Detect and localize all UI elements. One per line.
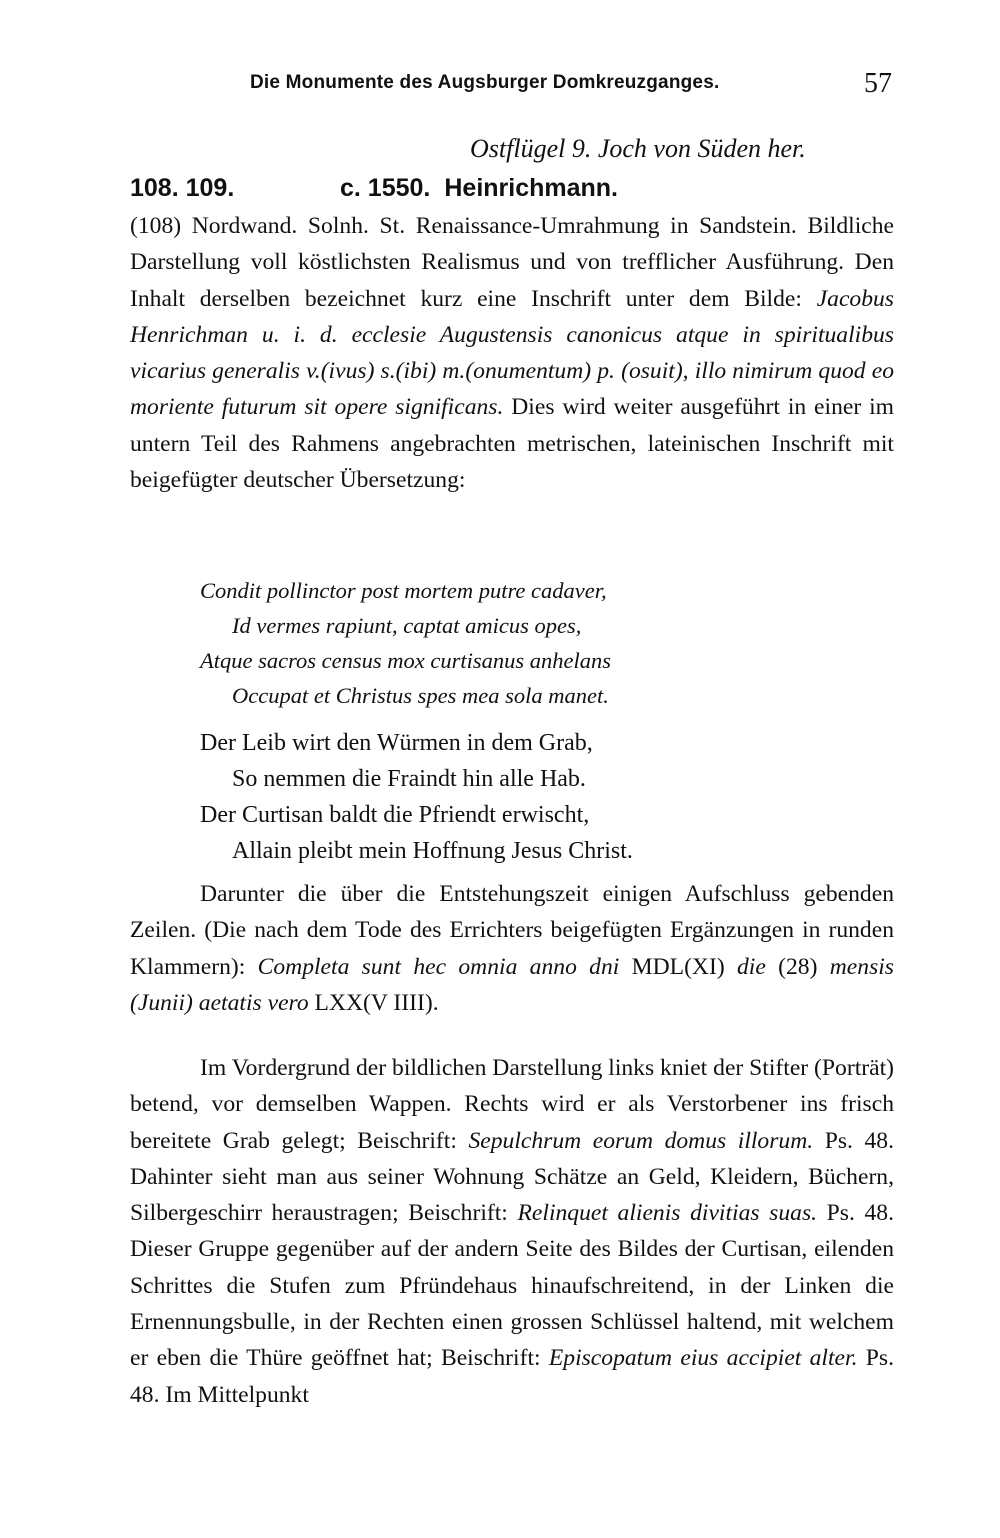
entry-heading	[130, 174, 900, 203]
p2-latin-d: die	[737, 953, 766, 980]
verse-line: Occupat et Christus spes mea sola manet.	[232, 683, 609, 708]
p2-text-c: MDL(XI)	[619, 953, 737, 980]
page-number: 57	[864, 68, 892, 99]
entry-date: c. 1550.	[340, 174, 431, 202]
p3-latin-f: Episcopatum eius accipiet alter.	[548, 1345, 858, 1372]
paragraph-scene	[130, 1050, 894, 1413]
entry-numbers: 108. 109.	[130, 174, 235, 202]
verse-line: Der Leib wirt den Würmen in dem Grab,	[200, 730, 593, 756]
verse-line: Id vermes rapiunt, captat amicus opes,	[232, 613, 582, 638]
verse-line: So nemmen die Fraindt hin alle Hab.	[232, 766, 586, 792]
paragraph-description	[130, 208, 894, 498]
verse-line: Condit pollinctor post mortem putre cadaver,	[200, 578, 607, 603]
p3-latin-b: Sepulchrum eorum domus illorum.	[468, 1127, 814, 1154]
p2-text-e: (28)	[765, 953, 830, 980]
p2-text-a: Darunter die über die Entstehungszeit einigen Aufschluss gebenden Zeilen. (Die nach dem Tode des Errichters beigefügten Ergänzungen in runden Klammern):	[130, 881, 894, 980]
p2-text-g: LXX(V IIII).	[308, 989, 439, 1016]
page-header	[130, 68, 900, 104]
location-heading: Ostflügel 9. Joch von Süden her.	[470, 134, 806, 163]
running-title: Die Monumente des Augsburger Domkreuzganges.	[250, 72, 720, 93]
verse-line: Allain pleibt mein Hoffnung Jesus Christ.	[232, 838, 633, 864]
entry-name: Heinrichmann.	[444, 174, 619, 202]
p3-text-a: Im Vordergrund der bildlichen Darstellung links kniet der Stifter (Porträt) betend, vor demselben Wappen. Rechts wird er als Verstorbener ins frisch bereitete Grab gelegt; Beischrift:	[130, 1055, 894, 1154]
verse-line: Atque sacros census mox curtisanus anhelans	[200, 648, 611, 673]
p1-inscription: Jacobus Henrichman u. i. d. ecclesie Augustensis canonicus atque in spiritualibus vicarius generalis v.(ivus) s.(ibi) m.(onumentum) p. (osuit), illo nimirum quod eo moriente futurum sit opere significans.	[130, 285, 894, 421]
p1-text-c: Dies wird weiter ausgeführt in einer im untern Teil des Rahmens angebrachten metrischen, lateinischen Inschrift mit beigefügter deutscher Übersetzung:	[130, 394, 894, 494]
p3-text-c: Ps. 48. Dahinter sieht man aus seiner Wohnung Schätze an Geld, Kleidern, Büchern, Silbergeschirr heraustragen; Beischrift:	[130, 1127, 894, 1227]
p3-text-e: Ps. 48. Dieser Gruppe gegenüber auf der andern Seite des Bildes der Curtisan, eilenden Schrittes die Stufen zum Pfründehaus hinaufschreitend, in der Linken die Ernennungsbulle, in der Rechten einen grossen Schlüssel haltend, mit welchem er eben die Thüre geöffnet hat; Beischrift:	[130, 1200, 895, 1372]
p3-latin-d: Relinquet alienis divitias suas.	[517, 1200, 818, 1227]
latin-verse	[200, 573, 840, 713]
verse-line: Der Curtisan baldt die Pfriendt erwischt,	[200, 802, 590, 828]
p2-latin-b: Completa sunt hec omnia anno dni	[257, 953, 620, 980]
p2-latin-f: mensis (Junii) aetatis vero	[130, 953, 894, 1016]
p3-text-g: Ps. 48. Im Mittelpunkt	[130, 1345, 894, 1408]
p1-text-a: (108) Nordwand. Solnh. St. Renaissance-Umrahmung in Sandstein. Bildliche Darstellung voll köstlichsten Realismus und von trefflicher Ausführung. Den Inhalt derselben bezeichnet kurz eine Inschrift unter dem Bilde:	[130, 213, 894, 312]
paragraph-dating	[130, 876, 894, 1021]
german-verse	[200, 725, 840, 869]
